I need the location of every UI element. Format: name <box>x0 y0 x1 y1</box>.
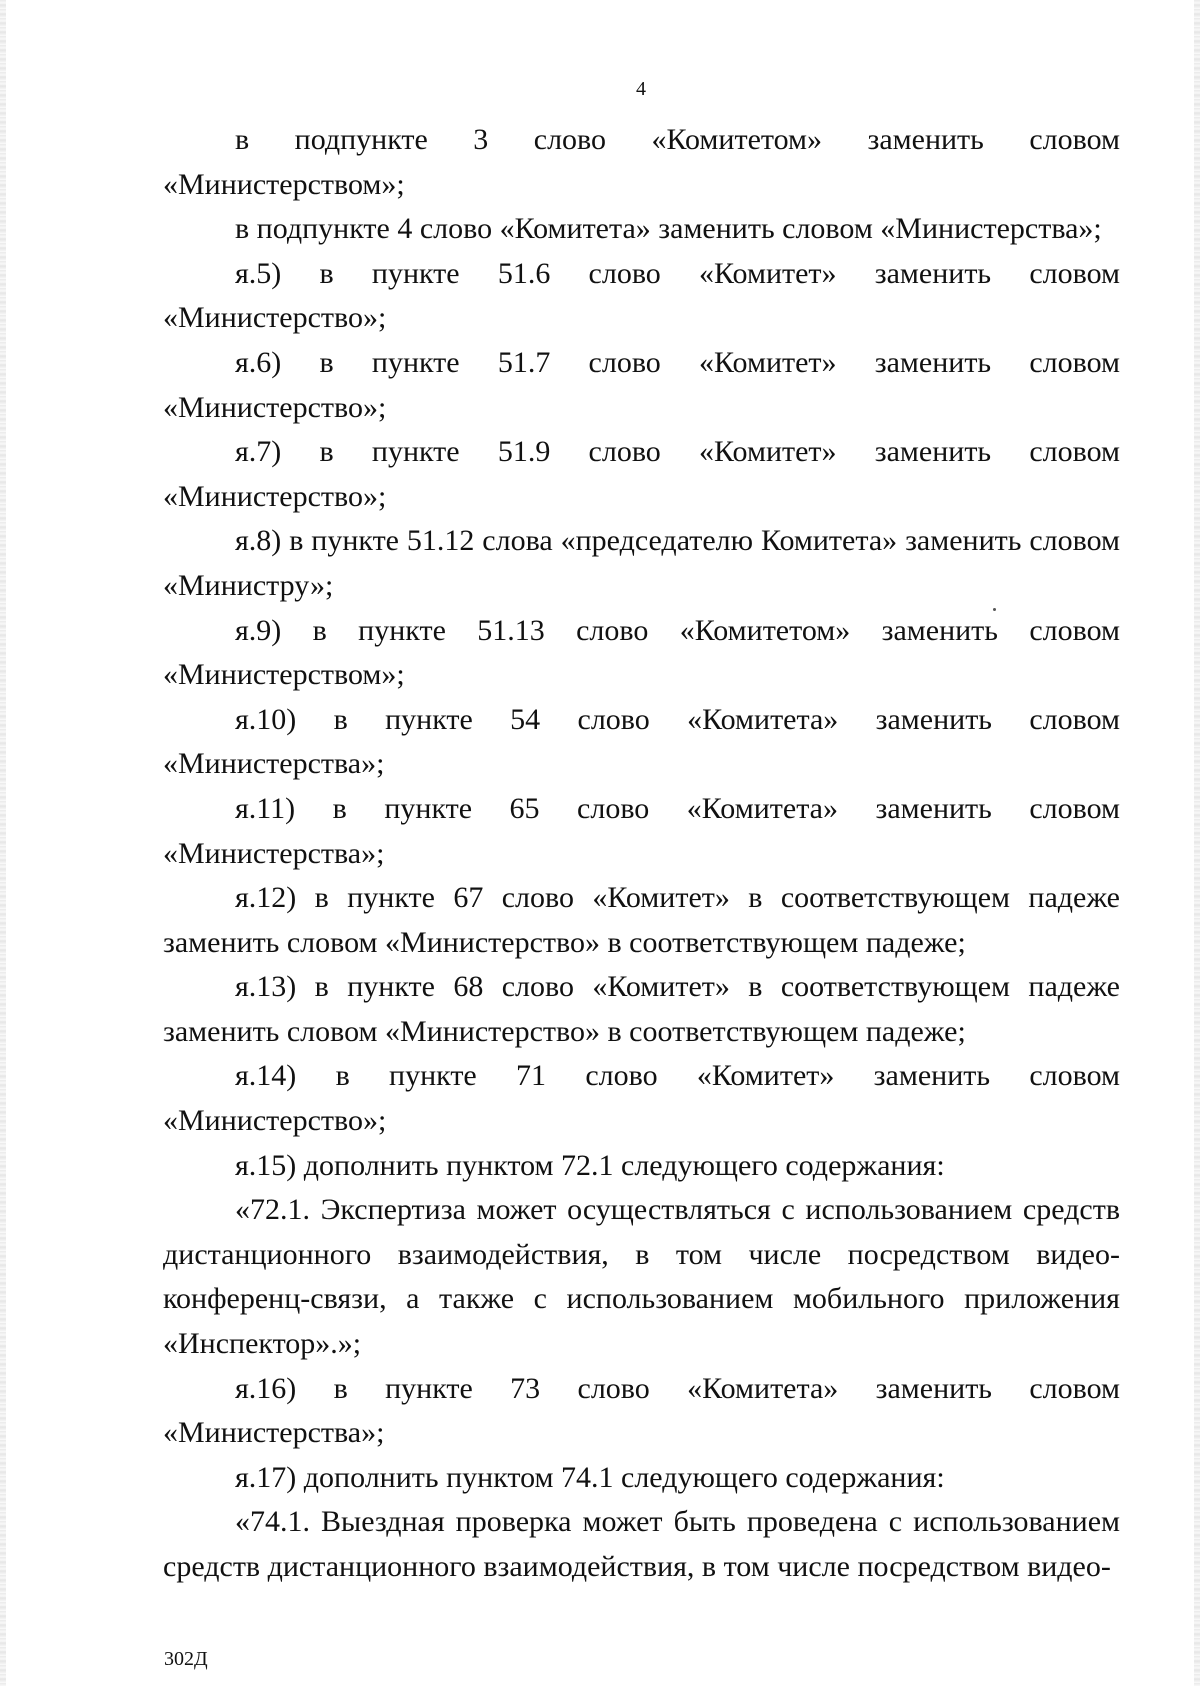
paragraph: я.14) в пункте 71 слово «Комитет» заменить словом «Министерство»; <box>163 1059 1120 1138</box>
document-body <box>163 118 1120 1590</box>
document-code: 302Д <box>164 1648 208 1670</box>
scan-edge-left <box>0 0 6 1686</box>
scan-speck <box>993 608 996 611</box>
page-number: 4 <box>636 78 646 100</box>
paragraph: я.12) в пункте 67 слово «Комитет» в соответствующем падеже заменить словом «Министерство» в соответствующем падеже; <box>163 881 1120 959</box>
paragraph: я.15) дополнить пунктом 72.1 следующего содержания: <box>235 1148 945 1182</box>
paragraph: «72.1. Экспертиза может осуществляться с использованием средств дистанционного взаимодействия, в том числе посредством видео-конференц-связи, а также с использованием мобильного приложения «Инспектор».»; <box>163 1193 1120 1361</box>
paragraph: я.6) в пункте 51.7 слово «Комитет» заменить словом «Министерство»; <box>163 345 1120 424</box>
paragraph: я.13) в пункте 68 слово «Комитет» в соответствующем падеже заменить словом «Министерство» в соответствующем падеже; <box>163 970 1120 1048</box>
paragraph: я.7) в пункте 51.9 слово «Комитет» заменить словом «Министерство»; <box>163 435 1120 513</box>
paragraph: я.17) дополнить пунктом 74.1 следующего содержания: <box>235 1460 945 1494</box>
paragraph: «74.1. Выездная проверка может быть проведена с использованием средств дистанционного взаимодействия, в том числе посредством видео- <box>163 1505 1120 1583</box>
paragraph: в подпункте 4 слово «Комитета» заменить словом «Министерства»; <box>235 212 1102 246</box>
paragraph: я.8) в пункте 51.12 слова «председателю Комитета» заменить словом «Министру»; <box>163 524 1120 602</box>
paragraph: я.5) в пункте 51.6 слово «Комитет» заменить словом «Министерство»; <box>163 256 1120 335</box>
paragraph: я.10) в пункте 54 слово «Комитета» заменить словом «Министерства»; <box>163 702 1120 781</box>
paragraph: я.11) в пункте 65 слово «Комитета» заменить словом «Министерства»; <box>163 791 1120 870</box>
scan-edge-right <box>1194 0 1200 1686</box>
paragraph: я.9) в пункте 51.13 слово «Комитетом» заменить словом «Министерством»; <box>163 613 1120 692</box>
paragraph: я.16) в пункте 73 слово «Комитета» заменить словом «Министерства»; <box>163 1371 1120 1450</box>
paragraph: в подпункте 3 слово «Комитетом» заменить словом «Министерством»; <box>163 123 1120 201</box>
